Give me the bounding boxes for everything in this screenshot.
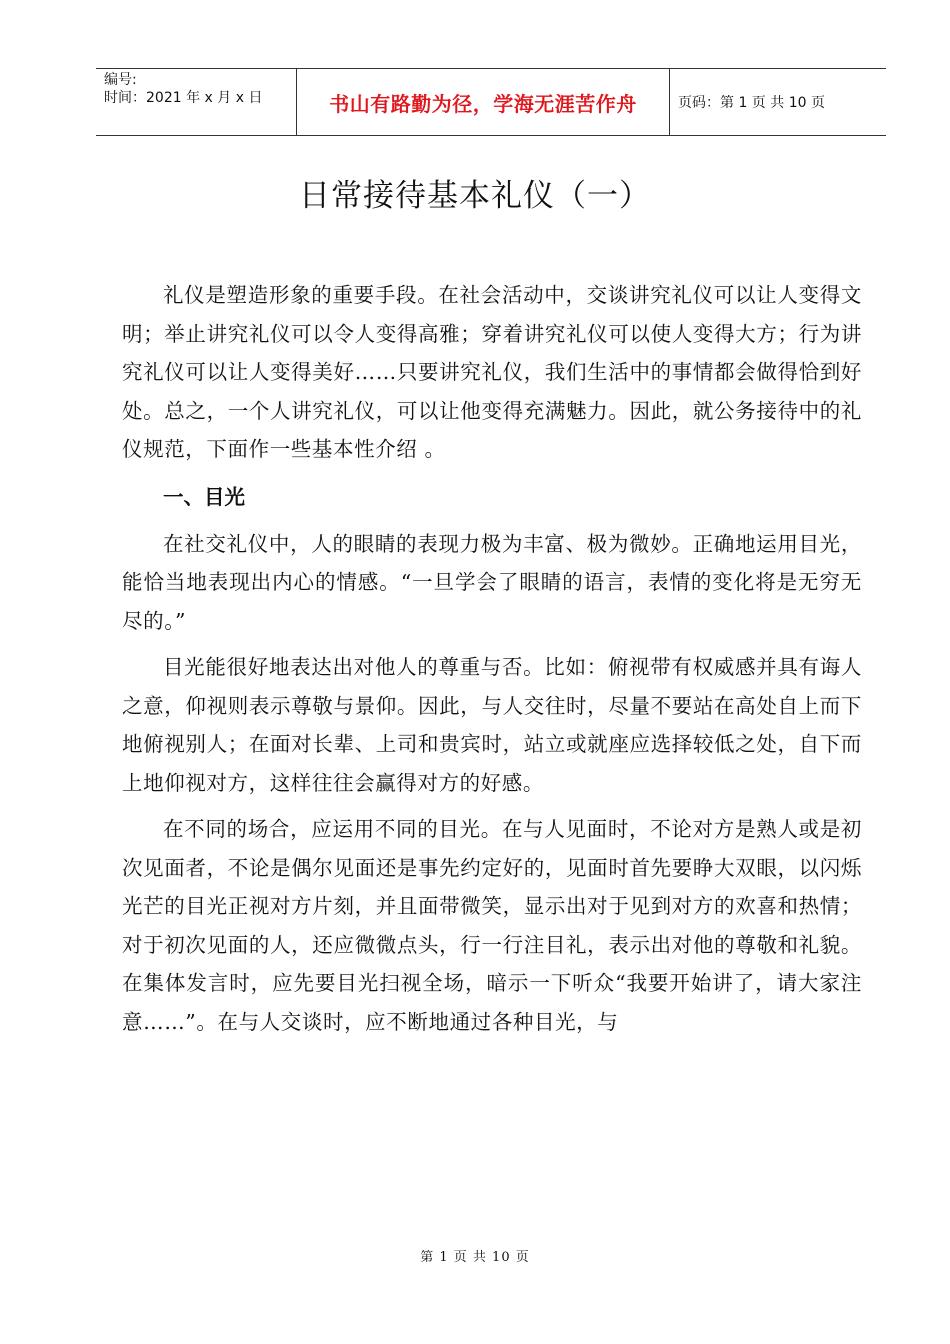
code-label: 编号: [104,72,137,88]
section-heading: 一、目光 [163,484,245,509]
header-motto: 书山有路勤为径，学海无涯苦作舟 [297,69,670,135]
header-page-info: 页码：第 1 页 共 10 页 [678,95,825,111]
document-title: 日常接待基本礼仪（一） [299,178,651,214]
document-body [122,276,862,1041]
body-paragraph: 目光能很好地表达出对他人的尊重与否。比如：俯视带有权威感并具有诲人之意，仰视则表示尊敬与景仰。因此，与人交往时，尽量不要站在高处自上而下地俯视别人；在面对长辈、上司和贵宾时，站立或就座应选择较低之处，自下而上地仰视对方，这样往往会赢得对方的好感。 [122,655,862,795]
document-header [96,68,886,136]
body-paragraph: 在不同的场合，应运用不同的目光。在与人见面时，不论对方是熟人或是初次见面者，不论是偶尔见面还是事先约定好的，见面时首先要睁大双眼，以闪烁光芒的目光正视对方片刻，并且面带微笑，显示出对于见到对方的欢喜和热情；对于初次见面的人，还应微微点头，行一行注目礼，表示出对他的尊敬和礼貌。在集体发言时，应先要目光扫视全场，暗示一下听众“我要开始讲了，请大家注意……”。在与人交谈时，应不断地通过各种目光，与 [122,817,862,1034]
body-paragraph: 在社交礼仪中，人的眼睛的表现力极为丰富、极为微妙。正确地运用目光，能恰当地表现出内心的情感。“一旦学会了眼睛的语言，表情的变化将是无穷无尽的。” [122,531,862,633]
header-meta [96,69,297,135]
intro-paragraph: 礼仪是塑造形象的重要手段。在社会活动中，交谈讲究礼仪可以让人变得文明；举止讲究礼仪可以令人变得高雅；穿着讲究礼仪可以使人变得大方；行为讲究礼仪可以让人变得美好……只要讲究礼仪，我们生活中的事情都会做得恰到好处。总之，一个人讲究礼仪，可以让他变得充满魅力。因此，就公务接待中的礼仪规范，下面作一些基本性介绍 。 [122,283,862,461]
page-footer: 第 1 页 共 10 页 [420,1250,530,1265]
time-label: 时间：2021 年 x 月 x 日 [104,90,263,106]
